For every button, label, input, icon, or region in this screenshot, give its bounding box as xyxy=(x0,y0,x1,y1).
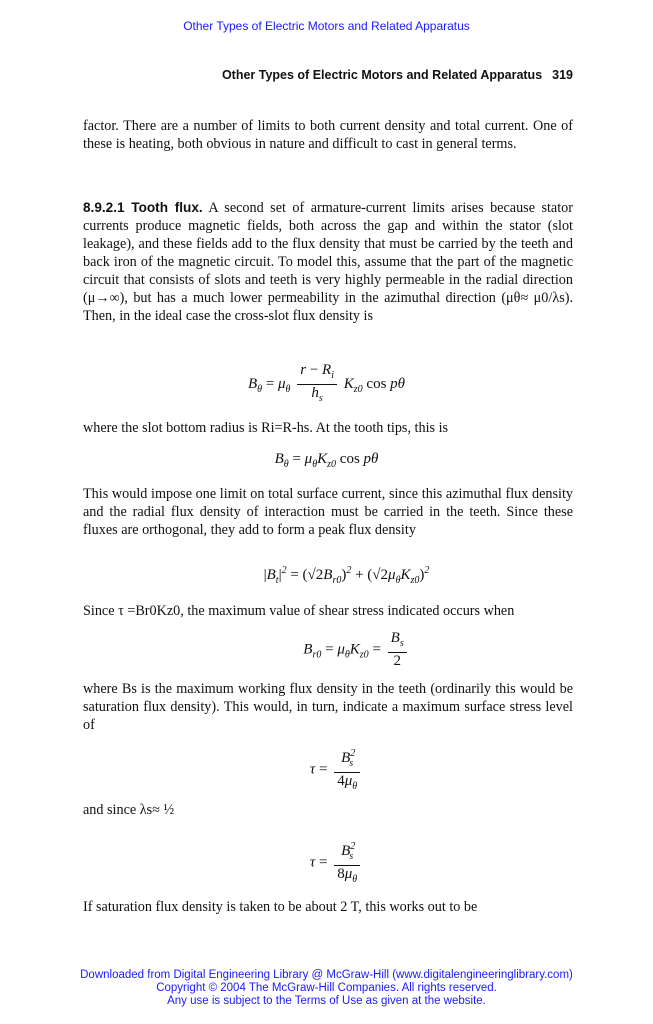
equation-3: $|B_t|^2 = (√2B_{r0})^2 + (√2\mu_\theta K_{z0})^2$ xyxy=(263,565,430,586)
footer xyxy=(0,969,653,1008)
equation-1: $B_\theta = \mu_\theta$ $\frac{r - R_i}{h_s}$ $K_{z0}$ cos pθ xyxy=(247,362,406,404)
paragraph-lambda: and since λs≈ ½ xyxy=(83,802,175,818)
equation-5: τ = $\frac{B^2_s}{4\mu_\theta}$ xyxy=(10,745,653,795)
paragraph-tooth-flux-body: A second set of armature-current limits arises because stator currents produce magnetic fields, both across the gap and within the stator (slot leakage), and these fields add to the flux density that must be carried by the teeth and back iron of the magnetic circuit. To model this, assume that the part of the magnetic circuit that consists of slots and teeth is very highly permeable in the radial direction (μ→∞), but has a much lower permeability in the azimuthal direction (μθ≈ μ0/λs). Then, in the ideal case the cross-slot flux density is xyxy=(83,200,573,324)
paragraph-slot-radius: where the slot bottom radius is Ri=R-hs. At the tooth tips, this is xyxy=(83,420,449,436)
paragraph-shear-stress: Since τ =Br0Kz0, the maximum value of shear stress indicated occurs when xyxy=(83,603,515,619)
paragraph-surface-current: This would impose one limit on total surface current, since this azimuthal flux density and the radial flux density of interaction must be carried in the teeth. Since these fluxes are orthogonal, they add to form a peak flux density xyxy=(83,486,573,538)
section-heading: 8.9.2.1 Tooth flux. xyxy=(83,200,203,215)
paragraph-working-flux: where Bs is the maximum working flux density in the teeth (ordinarily this would be saturation flux density). This would, in turn, indicate a maximum surface stress level of xyxy=(83,681,573,733)
page-number: 319 xyxy=(552,68,573,82)
footer-download-link[interactable]: Downloaded from Digital Engineering Library @ McGraw-Hill (www.digitalengineeringlibrary.com) xyxy=(80,969,573,981)
equation-4: $B_{r0} = \mu_\theta K_{z0}$ = $\frac{B_s}{2}$ xyxy=(30,630,653,670)
top-chapter-link[interactable]: Other Types of Electric Motors and Related Apparatus xyxy=(183,19,470,33)
paragraph-tooth-flux xyxy=(83,199,573,325)
equation-6: τ = $\frac{B^2_s}{8\mu_\theta}$ xyxy=(10,838,653,888)
running-head-title: Other Types of Electric Motors and Related Apparatus xyxy=(221,68,543,82)
paragraph-saturation: If saturation flux density is taken to be about 2 T, this works out to be xyxy=(83,899,478,915)
equation-2: $B_\theta = \mu_\theta K_{z0}$ cos pθ xyxy=(274,451,379,470)
paragraph-intro: factor. There are a number of limits to both current density and total current. One of these is heating, both obvious in nature and difficult to cast in general terms. xyxy=(83,118,573,152)
footer-terms-link[interactable]: Any use is subject to the Terms of Use as given at the website. xyxy=(167,995,486,1007)
running-head xyxy=(222,68,573,82)
footer-copyright: Copyright © 2004 The McGraw-Hill Companies. All rights reserved. xyxy=(156,982,497,994)
